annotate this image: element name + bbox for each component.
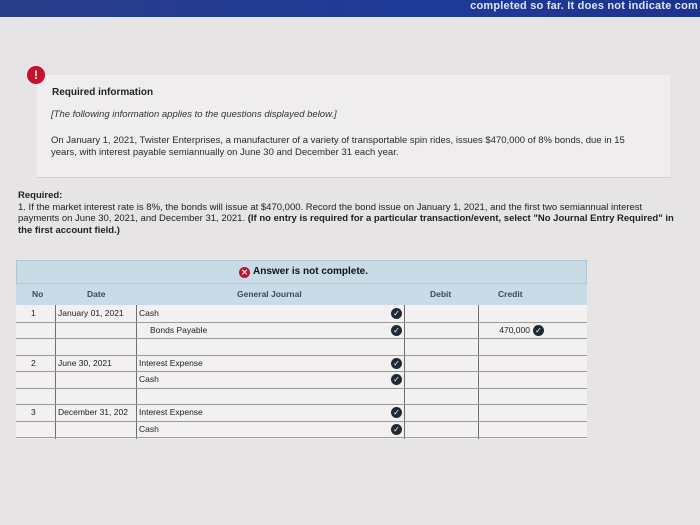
info-note: [The following information applies to the questions displayed below.] [51, 109, 337, 120]
account-field[interactable]: Cash [139, 308, 159, 318]
account-field[interactable]: Cash [139, 374, 159, 384]
divider [136, 305, 137, 439]
header-no: No [32, 289, 44, 299]
check-circle-icon: ✓ [391, 308, 402, 319]
required-instructions [18, 190, 683, 236]
divider [55, 305, 56, 439]
check-circle-icon: ✓ [391, 407, 402, 418]
date-field[interactable]: December 31, 202 [58, 407, 128, 417]
date-field[interactable]: January 01, 2021 [58, 308, 124, 318]
account-field[interactable]: Cash [139, 423, 159, 434]
row-divider [16, 338, 587, 339]
header-credit: Credit [498, 289, 523, 299]
check-circle-icon: ✓ [391, 325, 402, 336]
entry-number: 2 [31, 357, 36, 368]
header-date: Date [87, 289, 106, 299]
row-divider [16, 355, 587, 356]
credit-field[interactable]: 470,000 [499, 324, 530, 335]
answer-status-text: Answer is not complete. [253, 266, 369, 277]
journal-header-row [16, 284, 587, 305]
alert-icon: ! [27, 66, 45, 84]
divider [478, 305, 479, 439]
answer-status-bar [16, 260, 587, 284]
x-circle-icon: ✕ [239, 267, 250, 278]
account-field[interactable]: Interest Expense [139, 407, 203, 417]
row-divider [16, 388, 587, 389]
check-circle-icon: ✓ [391, 358, 402, 369]
row-divider [16, 437, 587, 438]
progress-banner-text: completed so far. It does not indicate com [470, 0, 698, 12]
journal-grid [16, 305, 587, 439]
check-circle-icon: ✓ [391, 374, 402, 385]
divider [404, 305, 405, 439]
header-general-journal: General Journal [237, 289, 302, 299]
row-divider [16, 371, 587, 372]
required-text: 1. If the market interest rate is 8%, the bonds will issue at $470,000. Record the bond issue on January 1, 2021, and the first two semiannual interest payments on June 30, 2021, and December 31, 2021. [18, 201, 643, 224]
account-field[interactable]: Bonds Payable [150, 324, 208, 335]
check-circle-icon: ✓ [533, 325, 544, 336]
journal-table [16, 284, 587, 439]
info-body: On January 1, 2021, Twister Enterprises, a manufacturer of a variety of transportable spin rides, issues $470,000 of 8% bonds, due in 15 years, with interest payable semiannually on June 30 and December 31 each year. [51, 135, 625, 158]
header-debit: Debit [430, 289, 452, 299]
row-divider [16, 322, 587, 323]
required-information-panel [37, 75, 670, 178]
answer-status [239, 266, 368, 278]
date-field[interactable]: June 30, 2021 [58, 357, 112, 368]
required-heading: Required: [18, 190, 63, 201]
check-circle-icon: ✓ [391, 424, 402, 435]
info-title: Required information [52, 87, 154, 98]
row-divider [16, 421, 587, 422]
required-text-bold: (If no entry is required for a particular transaction/event, select "No Journal Entry Required" in the first account field.) [18, 213, 674, 236]
account-field[interactable]: Interest Expense [139, 357, 203, 368]
top-progress-bar [0, 0, 700, 17]
entry-number: 3 [31, 407, 36, 417]
row-divider [16, 404, 587, 405]
entry-number: 1 [31, 308, 36, 318]
